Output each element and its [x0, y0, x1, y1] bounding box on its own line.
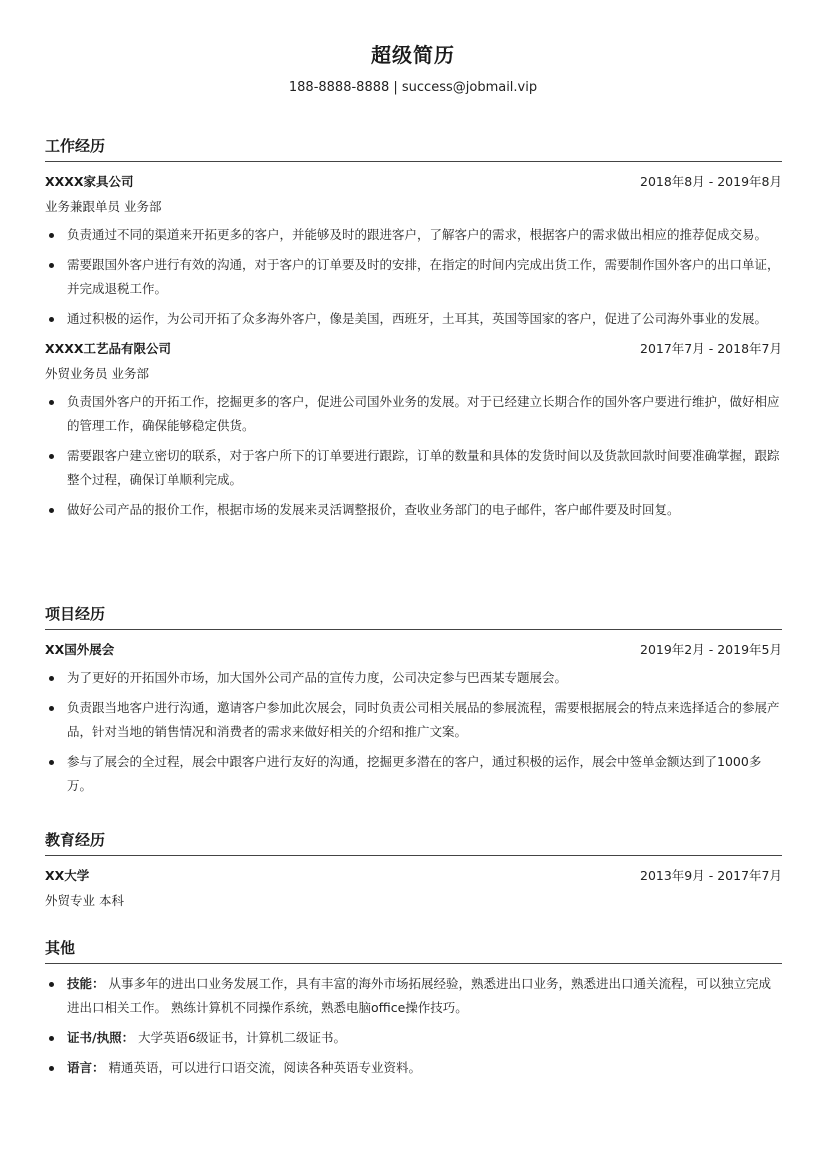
- item-label: 技能：: [67, 976, 105, 991]
- entry-date: 2019年2月 - 2019年5月: [640, 642, 782, 657]
- resume-header: [0, 40, 826, 97]
- item-text: 大学英语6级证书，计算机二级证书。: [138, 1030, 347, 1045]
- project-name: XX国外展会: [45, 642, 115, 657]
- entry-date: 2017年7月 - 2018年7月: [640, 341, 782, 356]
- work-entry: [45, 172, 782, 331]
- item-text: 从事多年的进出口业务发展工作，具有丰富的海外市场拓展经验，熟悉进出口业务，熟悉进出口通关流程，可以独立完成进出口相关工作。 熟练计算机不同操作系统，熟悉电脑office操作技巧。: [67, 976, 772, 1015]
- section-education: [45, 828, 782, 911]
- work-entry: [45, 339, 782, 522]
- section-projects: [45, 602, 782, 798]
- bullet-list: [45, 972, 782, 1080]
- list-item: 参与了展会的全过程，展会中跟客户进行友好的沟通，挖掘更多潜在的客户，通过积极的运作，展会中签单金额达到了1000多万。: [45, 750, 782, 798]
- job-role: 业务兼跟单员 业务部: [45, 199, 162, 214]
- entry-header: [45, 172, 782, 192]
- section-other: [45, 936, 782, 1080]
- education-entry: [45, 866, 782, 911]
- list-item: 为了更好的开拓国外市场，加大国外公司产品的宣传力度，公司决定参与巴西某专题展会。: [45, 666, 782, 690]
- list-item: 需要跟客户建立密切的联系，对于客户所下的订单要进行跟踪，订单的数量和具体的发货时间以及货款回款时间要准确掌握，跟踪整个过程，确保订单顺利完成。: [45, 444, 782, 492]
- bullet-list: [45, 223, 782, 331]
- section-title: 项目经历: [45, 602, 782, 630]
- list-item: [45, 972, 782, 1020]
- contact-info: 188-8888-8888 | success@jobmail.vip: [288, 80, 538, 95]
- section-title: 其他: [45, 936, 782, 964]
- entry-date: 2013年9月 - 2017年7月: [640, 868, 782, 883]
- resume-title: 超级简历: [371, 43, 455, 67]
- list-item: 负责跟当地客户进行沟通，邀请客户参加此次展会，同时负责公司相关展品的参展流程，需要根据展会的特点来选择适合的参展产品，针对当地的销售情况和消费者的需求来做好相关的介绍和推广文案。: [45, 696, 782, 744]
- list-item: 负责通过不同的渠道来开拓更多的客户，并能够及时的跟进客户，了解客户的需求，根据客户的需求做出相应的推荐促成交易。: [45, 223, 782, 247]
- entry-header: [45, 640, 782, 660]
- list-item: 做好公司产品的报价工作，根据市场的发展来灵活调整报价，查收业务部门的电子邮件，客户邮件要及时回复。: [45, 498, 782, 522]
- school-name: XX大学: [45, 868, 90, 883]
- list-item: 通过积极的运作，为公司开拓了众多海外客户，像是美国，西班牙，土耳其，英国等国家的客户，促进了公司海外事业的发展。: [45, 307, 782, 331]
- job-role: 外贸业务员 业务部: [45, 366, 149, 381]
- list-item: [45, 1056, 782, 1080]
- bullet-list: [45, 390, 782, 522]
- section-title: 教育经历: [45, 828, 782, 856]
- entry-header: [45, 339, 782, 359]
- list-item: 需要跟国外客户进行有效的沟通，对于客户的订单要及时的安排，在指定的时间内完成出货工作，需要制作国外客户的出口单证，并完成退税工作。: [45, 253, 782, 301]
- project-entry: [45, 640, 782, 798]
- entry-date: 2018年8月 - 2019年8月: [640, 174, 782, 189]
- list-item: [45, 1026, 782, 1050]
- degree: 外贸专业 本科: [45, 893, 124, 908]
- item-label: 语言：: [67, 1060, 105, 1075]
- item-text: 精通英语，可以进行口语交流，阅读各种英语专业资料。: [108, 1060, 422, 1075]
- section-title: 工作经历: [45, 134, 782, 162]
- item-label: 证书/执照：: [67, 1030, 135, 1045]
- company-name: XXXX工艺品有限公司: [45, 341, 172, 356]
- list-item: 负责国外客户的开拓工作，挖掘更多的客户，促进公司国外业务的发展。对于已经建立长期合作的国外客户要进行维护，做好相应的管理工作，确保能够稳定供货。: [45, 390, 782, 438]
- company-name: XXXX家具公司: [45, 174, 134, 189]
- section-work-experience: [45, 134, 782, 522]
- entry-header: [45, 866, 782, 886]
- bullet-list: [45, 666, 782, 798]
